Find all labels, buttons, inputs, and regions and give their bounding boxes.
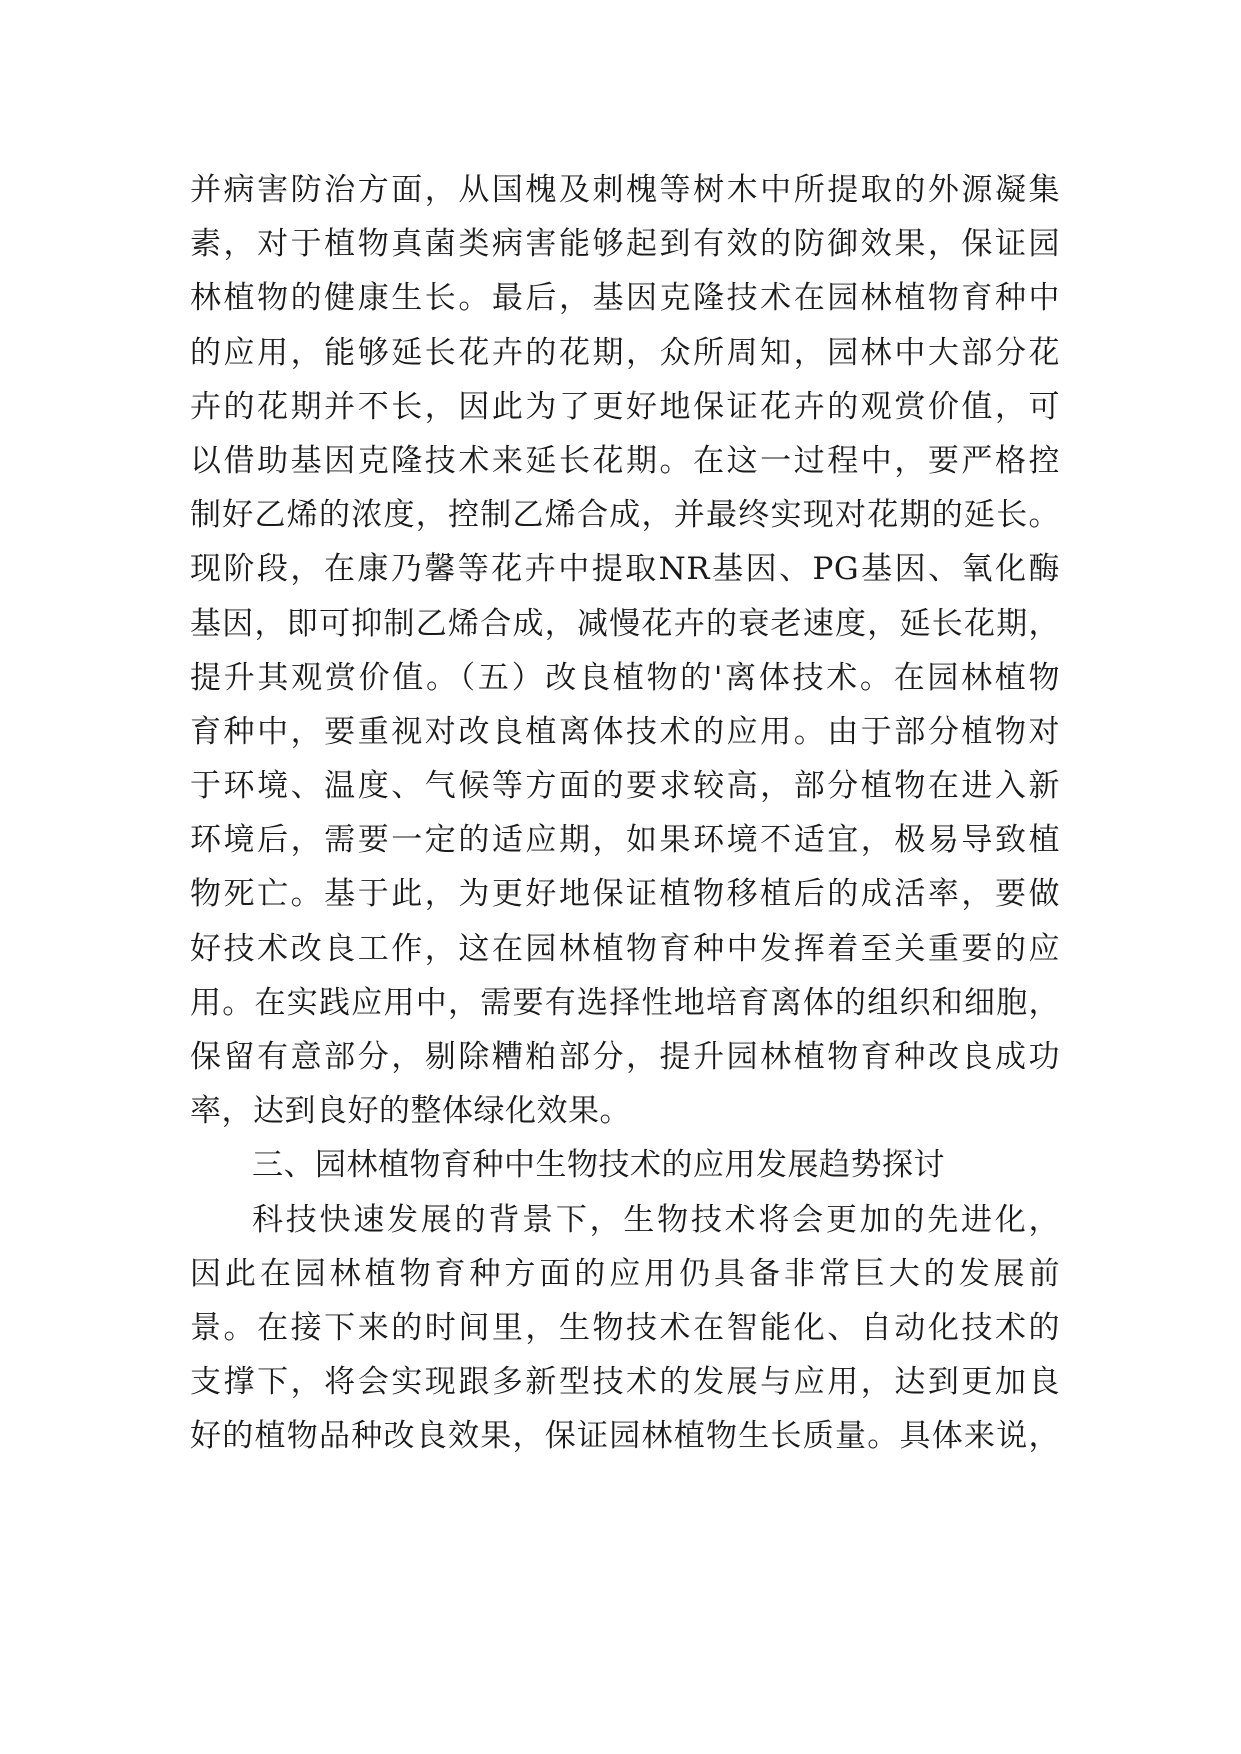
text-line: 率，达到良好的整体绿化效果。 [190, 1093, 631, 1130]
text-line: 科技快速发展的背景下，生物技术将会更加的先进化， [252, 1201, 1060, 1238]
text-line: 基因，即可抑制乙烯合成，减慢花卉的衰老速度，延长花期， [190, 605, 1060, 642]
text-line: 景。在接下来的时间里，生物技术在智能化、自动化技术的 [190, 1309, 1060, 1346]
text-line: 的应用，能够延长花卉的花期，众所周知，园林中大部分花 [190, 334, 1060, 371]
text-line: 好技术改良工作，这在园林植物育种中发挥着至关重要的应 [190, 930, 1060, 967]
text-line: 并病害防治方面，从国槐及刺槐等树木中所提取的外源凝集 [190, 172, 1060, 208]
text-line: 好的植物品种改良效果，保证园林植物生长质量。具体来说， [190, 1418, 1060, 1455]
text-line: 于环境、温度、气候等方面的要求较高，部分植物在进入新 [190, 768, 1060, 805]
text-line: 物死亡。基于此，为更好地保证植物移植后的成活率，要做 [190, 876, 1060, 913]
body-text [190, 163, 1060, 1464]
section-heading: 三、园林植物育种中生物技术的应用发展趋势探讨 [252, 1147, 945, 1184]
text-line: 育种中，要重视对改良植离体技术的应用。由于部分植物对 [190, 713, 1060, 750]
paragraph-1 [190, 163, 1060, 1138]
text-line: 保留有意部分，剔除糟粕部分，提升园林植物育种改良成功 [190, 1039, 1060, 1075]
text-line: 林植物的健康生长。最后，基因克隆技术在园林植物育种中 [190, 280, 1060, 317]
paragraph-2 [190, 1193, 1060, 1464]
text-line: 以借助基因克隆技术来延长花期。在这一过程中，要严格控 [190, 442, 1060, 479]
text-line: 卉的花期并不长，因此为了更好地保证花卉的观赏价值，可 [190, 388, 1060, 425]
text-line: 现阶段，在康乃馨等花卉中提取NR基因、PG基因、氧化酶 [190, 551, 1060, 588]
text-line: 制好乙烯的浓度，控制乙烯合成，并最终实现对花期的延长。 [190, 497, 1060, 534]
text-line: 因此在园林植物育种方面的应用仍具备非常巨大的发展前 [190, 1255, 1060, 1292]
text-line: 提升其观赏价值。（五）改良植物的'离体技术。在园林植物 [190, 659, 1060, 696]
text-line: 环境后，需要一定的适应期，如果环境不适宜，极易导致植 [190, 822, 1060, 859]
text-line: 支撑下，将会实现跟多新型技术的发展与应用，达到更加良 [190, 1364, 1060, 1401]
text-line: 用。在实践应用中，需要有选择性地培育离体的组织和细胞， [190, 984, 1060, 1021]
text-line: 素，对于植物真菌类病害能够起到有效的防御效果，保证园 [190, 226, 1060, 263]
